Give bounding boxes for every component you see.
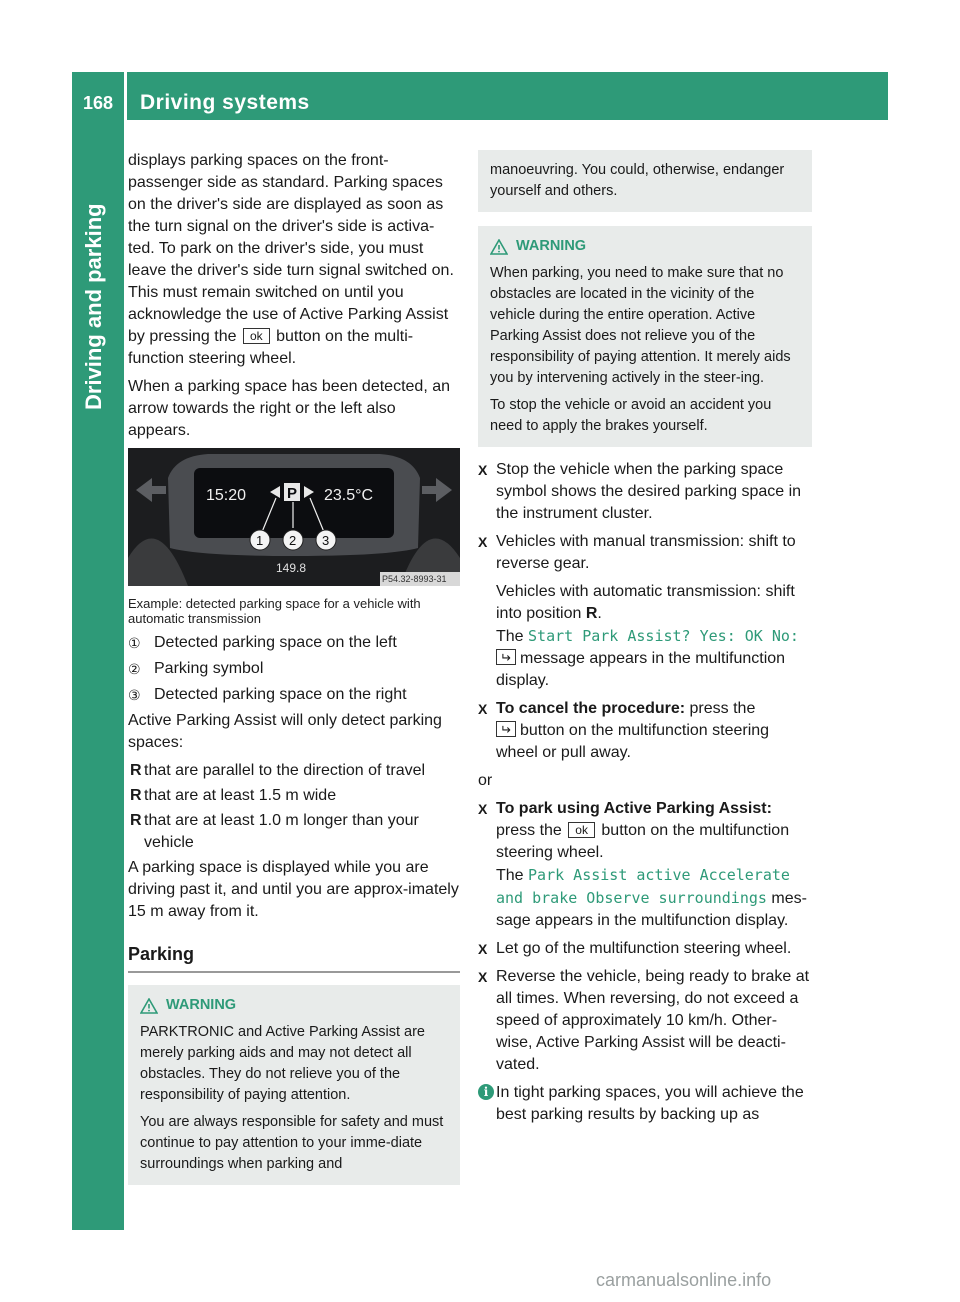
list-item-text: that are at least 1.5 m wide bbox=[144, 787, 337, 804]
figure-reference: P54.32-8993-31 bbox=[382, 574, 447, 584]
warning-title: WARNING bbox=[166, 997, 237, 1013]
step-text: Vehicles with automatic transmission: shift into position bbox=[496, 583, 795, 622]
detection-criteria-intro: Active Parking Assist will only detect parking spaces: bbox=[128, 712, 442, 751]
list-item-text: that are at least 1.0 m longer than your vehicle bbox=[144, 812, 419, 851]
warning-box bbox=[478, 226, 812, 447]
or-text: or bbox=[478, 772, 493, 789]
detection-paragraph: When a parking space has been detected, an arrow towards the right or the left also appears. bbox=[128, 378, 450, 439]
gear-position: R bbox=[585, 605, 598, 622]
warning-title: WARNING bbox=[516, 238, 587, 254]
page-number: 168 bbox=[72, 72, 127, 120]
warning-header bbox=[490, 236, 800, 257]
instruction-step bbox=[478, 698, 812, 764]
left-column bbox=[128, 150, 460, 1185]
warning-text: When parking, you need to make sure that no obstacles are located in the vicinity of the vehicle during the entire operation. Active Parking Assist does not relieve you of the responsibility of paying attention. It merely aids you by intervening actively in the steer-ing. bbox=[490, 265, 791, 386]
warning-triangle-icon bbox=[490, 239, 508, 255]
display-message: Start Park Assist? Yes: OK No: bbox=[528, 627, 799, 645]
warning-text: PARKTRONIC and Active Parking Assist are merely parking aids and may not detect all obstacles. They do not relieve you of the responsibility of paying attention. bbox=[140, 1024, 426, 1103]
callout-3: 3 bbox=[322, 533, 330, 548]
step-text: press the bbox=[689, 700, 756, 717]
instruction-step bbox=[478, 459, 812, 525]
step-text: mes-sage appears in the multifunction display. bbox=[496, 890, 807, 929]
step-arrow-icon: X bbox=[478, 462, 488, 478]
legend-text: Detected parking space on the right bbox=[154, 686, 407, 703]
ok-key-icon: ok bbox=[568, 822, 595, 838]
odometer-readout: 149.8 bbox=[276, 561, 307, 575]
ok-key-icon: ok bbox=[243, 328, 270, 344]
list-item: R that are at least 1.0 m longer than your vehicle bbox=[130, 812, 419, 851]
list-item-text: that are parallel to the direction of travel bbox=[144, 762, 426, 779]
step-text: button on the multifunction steering wheel or pull away. bbox=[496, 722, 770, 761]
side-tab bbox=[72, 120, 124, 1230]
section-heading: Parking bbox=[128, 943, 460, 973]
step-text: button on the multifunction steering wheel. bbox=[496, 822, 790, 861]
temperature-readout: 23.5°C bbox=[324, 487, 374, 504]
legend-item bbox=[128, 684, 460, 706]
legend-item bbox=[128, 632, 460, 654]
right-column bbox=[478, 150, 812, 1126]
instruction-step bbox=[478, 798, 812, 932]
list-item: R that are parallel to the direction of travel bbox=[130, 762, 426, 779]
step-text: Stop the vehicle when the parking space symbol shows the desired parking space in the instrument cluster. bbox=[496, 461, 802, 522]
step-arrow-icon: X bbox=[478, 534, 488, 550]
legend-text: Parking symbol bbox=[154, 660, 264, 677]
watermark: carmanualsonline.info bbox=[596, 1270, 772, 1290]
warning-box-continued bbox=[478, 150, 812, 212]
step-detail: Vehicles with automatic transmission: shift into position R. The Start Park Assist? Yes: OK No: ↵message appears in the multifunction display. bbox=[496, 581, 812, 692]
warning-text: manoeuvring. You could, otherwise, endanger yourself and others. bbox=[490, 162, 785, 199]
step-arrow-icon: X bbox=[478, 701, 488, 717]
warning-triangle-icon bbox=[140, 998, 158, 1014]
callout-2: 2 bbox=[289, 533, 297, 548]
header-bar bbox=[72, 72, 888, 120]
clock-readout: 15:20 bbox=[206, 487, 247, 504]
intro-paragraph bbox=[128, 150, 460, 370]
step-text: Let go of the multifunction steering wheel. bbox=[496, 940, 792, 957]
warning-box bbox=[128, 985, 460, 1185]
legend-number: ① bbox=[128, 635, 141, 651]
warning-text: To stop the vehicle or avoid an accident you need to apply the brakes yourself. bbox=[490, 397, 772, 434]
intro-end-text: button on the multi-function steering wheel. bbox=[128, 328, 414, 367]
step-text: Vehicles with manual transmission: shift to reverse gear. bbox=[496, 533, 796, 572]
parking-symbol: P bbox=[287, 485, 298, 502]
back-button-icon bbox=[496, 721, 516, 737]
page-title: Driving systems bbox=[140, 91, 310, 114]
instruction-step bbox=[478, 966, 812, 1076]
legend-number: ③ bbox=[128, 687, 141, 703]
info-text: In tight parking spaces, you will achieve the best parking results by backing up as bbox=[496, 1084, 804, 1123]
step-arrow-icon: X bbox=[478, 801, 488, 817]
warning-text: You are always responsible for safety and must continue to pay attention to your imme-diate surroundings when parking and bbox=[140, 1114, 444, 1172]
instrument-cluster-figure bbox=[128, 448, 460, 586]
step-heading: To park using Active Parking Assist: bbox=[496, 800, 772, 817]
step-text: The bbox=[496, 628, 524, 645]
legend-number: ② bbox=[128, 661, 141, 677]
info-icon: i bbox=[478, 1084, 494, 1100]
intro-text: displays parking spaces on the front-passenger side as standard. Parking spaces on the driver's side are displayed as soon as the turn signal on the driver's side is activa-ted. To park on the driver's side, you must leave the driver's side turn signal switched on. This must remain switched on until you acknowledge the use of Active Parking Assist by pressing the bbox=[128, 152, 454, 345]
step-arrow-icon: X bbox=[478, 941, 488, 957]
instruction-step bbox=[478, 531, 812, 692]
back-button-icon bbox=[496, 649, 516, 665]
instruction-step bbox=[478, 938, 812, 960]
info-note bbox=[478, 1082, 812, 1126]
step-heading: To cancel the procedure: bbox=[496, 700, 686, 717]
callout-1: 1 bbox=[256, 533, 264, 548]
step-arrow-icon: X bbox=[478, 969, 488, 985]
legend-item bbox=[128, 658, 460, 680]
step-text: message appears in the multifunction display. bbox=[496, 650, 786, 689]
display-paragraph: A parking space is displayed while you are driving past it, and until you are approx-imately 15 m away from it. bbox=[128, 859, 459, 920]
figure-caption: Example: detected parking space for a vehicle with automatic transmission bbox=[128, 596, 421, 626]
side-tab-label: Driving and parking bbox=[81, 203, 106, 410]
step-text: Reverse the vehicle, being ready to brake at all times. When reversing, do not exceed a speed of approximately 10 km/h. Other-wise, Active Parking Assist will be deacti-vated. bbox=[496, 968, 810, 1073]
step-text: press the bbox=[496, 822, 562, 839]
step-text: The bbox=[496, 867, 524, 884]
legend-text: Detected parking space on the left bbox=[154, 634, 397, 651]
warning-header bbox=[140, 995, 448, 1016]
list-item: R that are at least 1.5 m wide bbox=[130, 787, 337, 804]
display-message: Park Assist active Accelerate and brake Observe surroundings bbox=[496, 866, 790, 907]
